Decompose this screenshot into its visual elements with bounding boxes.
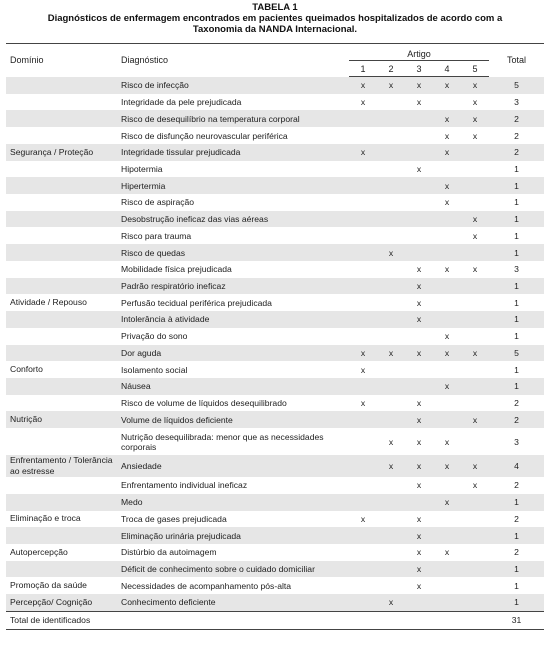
article-3-mark: [405, 194, 433, 211]
table-row: [6, 177, 544, 194]
article-4-mark: [433, 561, 461, 578]
row-total: 2: [489, 144, 544, 161]
article-2-mark: [377, 177, 405, 194]
article-4-mark: [433, 227, 461, 244]
table-row: [6, 511, 544, 528]
row-total: 1: [489, 244, 544, 261]
article-1-mark: x: [360, 398, 366, 409]
article-3-mark: x: [416, 297, 422, 308]
table-row: [6, 561, 544, 578]
article-5-mark: x: [472, 130, 478, 141]
article-5-mark: x: [461, 345, 489, 362]
row-total: 2: [489, 110, 544, 127]
article-1-mark: x: [360, 97, 366, 108]
table-title-line-1: Diagnósticos de enfermagem encontrados em pacientes queimados hospitalizados de acordo com a: [47, 13, 503, 24]
table-row: [6, 428, 544, 455]
article-4-mark: x: [433, 494, 461, 511]
table-row: [6, 227, 544, 244]
header-article-2: 2: [377, 61, 405, 77]
diagnosis-cell: Risco de quedas: [116, 244, 349, 261]
table-row: [6, 278, 544, 295]
domain-cell: [6, 77, 116, 94]
row-total: 1: [514, 580, 519, 591]
article-1-mark: [349, 211, 377, 228]
diagnosis-cell: Eliminação urinária prejudicada: [116, 527, 349, 544]
diagnosis-cell: Dor aguda: [116, 345, 349, 362]
article-5-mark: [461, 561, 489, 578]
article-1-mark: [349, 161, 377, 178]
article-4-mark: [433, 477, 461, 494]
header-artigo: Artigo: [349, 44, 489, 61]
domain-cell: [6, 494, 116, 511]
article-1-mark: [349, 328, 377, 345]
article-4-mark: [433, 311, 461, 328]
article-1-mark: [349, 278, 377, 295]
diagnosis-cell: Desobstrução ineficaz das vias aéreas: [116, 211, 349, 228]
total-row: [6, 611, 544, 629]
table-row: [6, 527, 544, 544]
article-3-mark: x: [405, 311, 433, 328]
row-total: 2: [514, 513, 519, 524]
article-4-mark: x: [444, 197, 450, 208]
article-4-mark: [433, 594, 461, 611]
article-5-mark: x: [461, 455, 489, 477]
diagnosis-cell: Risco de desequilíbrio na temperatura corporal: [116, 110, 349, 127]
article-5-mark: x: [461, 211, 489, 228]
article-3-mark: x: [416, 436, 422, 447]
article-2-mark: x: [377, 455, 405, 477]
table-body: [6, 77, 544, 612]
diagnosis-cell: Privação do sono: [121, 331, 188, 342]
article-4-mark: x: [433, 144, 461, 161]
article-3-mark: x: [416, 547, 422, 558]
row-total: 1: [489, 177, 544, 194]
article-1-mark: [349, 378, 377, 395]
article-5-mark: [461, 161, 489, 178]
article-3-mark: x: [416, 264, 422, 275]
domain-cell: [6, 244, 116, 261]
article-3-mark: [405, 361, 433, 378]
article-5-mark: [461, 511, 489, 528]
domain-cell: [6, 261, 116, 278]
domain-cell: [6, 177, 116, 194]
domain-cell: [6, 477, 116, 494]
article-1-mark: x: [349, 77, 377, 94]
article-3-mark: x: [405, 411, 433, 428]
article-3-mark: x: [405, 561, 433, 578]
row-total: 5: [489, 77, 544, 94]
article-3-mark: x: [416, 513, 422, 524]
article-1-mark: [349, 110, 377, 127]
row-total: 2: [489, 411, 544, 428]
article-3-mark: x: [416, 398, 422, 409]
article-2-mark: x: [377, 244, 405, 261]
table-row: [6, 77, 544, 94]
diagnosis-cell: Conhecimento deficiente: [116, 594, 349, 611]
table-row: [6, 110, 544, 127]
domain-cell: [6, 345, 116, 362]
header-total: Total: [489, 44, 544, 77]
row-total: 1: [489, 561, 544, 578]
article-3-mark: x: [416, 480, 422, 491]
article-4-mark: x: [444, 264, 450, 275]
article-5-mark: x: [472, 480, 478, 491]
article-1-mark: [349, 194, 377, 211]
diagnosis-cell: Hipertermia: [116, 177, 349, 194]
article-1-mark: [349, 561, 377, 578]
row-total: 1: [514, 230, 519, 241]
row-total: 1: [514, 297, 519, 308]
article-4-mark: [433, 161, 461, 178]
article-2-mark: [377, 144, 405, 161]
row-total: 3: [514, 97, 519, 108]
row-total: 1: [489, 278, 544, 295]
article-1-mark: [349, 127, 377, 144]
diagnosis-cell: Mobilidade física prejudicada: [121, 264, 232, 275]
article-3-mark: [405, 227, 433, 244]
article-4-mark: x: [444, 547, 450, 558]
article-3-mark: x: [416, 97, 422, 108]
domain-cell: [6, 395, 116, 412]
diagnosis-cell: Medo: [116, 494, 349, 511]
article-2-mark: [377, 361, 405, 378]
diagnosis-cell: Troca de gases prejudicada: [121, 513, 227, 524]
header-article-4: 4: [433, 61, 461, 77]
article-5-mark: [461, 361, 489, 378]
article-2-mark: [377, 110, 405, 127]
article-5-mark: [461, 527, 489, 544]
table-row: [6, 361, 544, 378]
article-2-mark: [377, 494, 405, 511]
article-1-mark: [349, 527, 377, 544]
article-3-mark: x: [405, 455, 433, 477]
article-1-mark: x: [360, 513, 366, 524]
row-total: 1: [489, 527, 544, 544]
row-total: 1: [489, 211, 544, 228]
article-5-mark: x: [461, 110, 489, 127]
domain-cell: [6, 194, 116, 211]
article-4-mark: x: [433, 455, 461, 477]
total-label: Total de identificados: [6, 611, 349, 629]
row-total: 2: [514, 398, 519, 409]
domain-cell: [6, 561, 116, 578]
table-row: [6, 211, 544, 228]
domain-cell: [6, 127, 116, 144]
article-5-mark: [461, 328, 489, 345]
row-total: 1: [514, 331, 519, 342]
diagnosis-cell: Distúrbio da autoimagem: [121, 547, 217, 558]
row-total: 1: [489, 494, 544, 511]
article-4-mark: [433, 361, 461, 378]
total-value: 31: [489, 611, 544, 629]
domain-cell: [6, 227, 116, 244]
article-1-mark: [349, 594, 377, 611]
article-2-mark: [377, 511, 405, 528]
domain-cell: [6, 378, 116, 395]
row-total: 4: [489, 455, 544, 477]
table-row: [6, 477, 544, 494]
table-row: [6, 261, 544, 278]
article-3-mark: x: [405, 527, 433, 544]
row-total: 1: [489, 311, 544, 328]
row-total: 2: [514, 480, 519, 491]
diagnosis-cell: Risco para trauma: [121, 230, 192, 241]
article-5-mark: [461, 144, 489, 161]
domain-cell: Enfrentamento / Tolerância ao estresse: [6, 455, 116, 477]
article-2-mark: [377, 527, 405, 544]
article-5-mark: [461, 594, 489, 611]
domain-cell: Percepção/ Cognição: [6, 594, 116, 611]
row-total: 2: [514, 130, 519, 141]
domain-cell: [6, 428, 116, 455]
article-2-mark: [377, 294, 405, 311]
article-4-mark: x: [444, 436, 450, 447]
article-2-mark: [377, 278, 405, 295]
table-row: [6, 328, 544, 345]
article-4-mark: [433, 527, 461, 544]
table-row: [6, 594, 544, 611]
article-4-mark: [433, 294, 461, 311]
table-row: [6, 494, 544, 511]
article-5-mark: x: [472, 230, 478, 241]
article-1-mark: [349, 227, 377, 244]
domain-cell: [6, 161, 116, 178]
article-5-mark: [461, 278, 489, 295]
article-1-mark: [349, 455, 377, 477]
diagnosis-cell: Risco de aspiração: [121, 197, 195, 208]
article-1-mark: [349, 311, 377, 328]
article-2-mark: [377, 328, 405, 345]
diagnosis-cell: Enfrentamento individual ineficaz: [121, 480, 248, 491]
diagnosis-cell: Intolerância à atividade: [116, 311, 349, 328]
table-row: [6, 544, 544, 561]
diagnosis-cell: Integridade da pele prejudicada: [121, 97, 242, 108]
article-2-mark: x: [388, 436, 394, 447]
article-2-mark: x: [377, 594, 405, 611]
article-4-mark: [433, 211, 461, 228]
header-dominio: Domínio: [6, 44, 116, 77]
domain-cell: [6, 211, 116, 228]
article-2-mark: [377, 395, 405, 412]
diagnosis-cell: Náusea: [116, 378, 349, 395]
table-title-line-2: Taxonomia da NANDA Internacional.: [192, 24, 358, 35]
article-2-mark: [377, 211, 405, 228]
diagnosis-cell: Hipotermia: [121, 163, 163, 174]
table-number: TABELA 1: [252, 2, 298, 13]
domain-cell: [6, 110, 116, 127]
article-3-mark: [405, 177, 433, 194]
article-2-mark: x: [377, 345, 405, 362]
row-total: 1: [514, 364, 519, 375]
article-2-mark: [377, 411, 405, 428]
row-total: 2: [514, 547, 519, 558]
table-row: [6, 311, 544, 328]
domain-cell: [6, 94, 116, 111]
article-4-mark: x: [433, 378, 461, 395]
diagnosis-cell: Padrão respiratório ineficaz: [116, 278, 349, 295]
article-4-mark: x: [444, 331, 450, 342]
header-article-1: 1: [349, 61, 377, 77]
row-total: 5: [489, 345, 544, 362]
diagnosis-cell: Volume de líquidos deficiente: [116, 411, 349, 428]
article-5-mark: x: [461, 411, 489, 428]
article-3-mark: [405, 144, 433, 161]
row-total: 1: [489, 378, 544, 395]
diagnosis-cell: Integridade tissular prejudicada: [116, 144, 349, 161]
diagnosis-cell: Isolamento social: [121, 364, 188, 375]
article-5-mark: [461, 177, 489, 194]
domain-cell: Segurança / Proteção: [6, 144, 116, 161]
domain-cell: [6, 328, 116, 345]
article-2-mark: [377, 94, 405, 111]
article-4-mark: x: [433, 77, 461, 94]
diagnosis-cell: Risco de disfunção neurovascular periférica: [121, 130, 288, 141]
article-1-mark: [349, 577, 377, 594]
diagnosis-cell: Risco de volume de líquidos desequilibrado: [121, 398, 287, 409]
diagnosis-cell: Ansiedade: [116, 455, 349, 477]
table-row: [6, 127, 544, 144]
article-5-mark: x: [472, 97, 478, 108]
domain-cell: Promoção da saúde: [10, 580, 87, 591]
article-1-mark: x: [360, 364, 366, 375]
article-2-mark: [377, 227, 405, 244]
row-total: 1: [514, 197, 519, 208]
article-5-mark: [461, 378, 489, 395]
article-5-mark: [461, 544, 489, 561]
article-4-mark: x: [444, 130, 450, 141]
table-row: [6, 378, 544, 395]
article-1-mark: [349, 177, 377, 194]
table-row: [6, 144, 544, 161]
article-5-mark: x: [461, 77, 489, 94]
article-3-mark: [405, 328, 433, 345]
article-1-mark: [349, 494, 377, 511]
header-article-5: 5: [461, 61, 489, 77]
article-1-mark: [349, 294, 377, 311]
article-1-mark: [349, 477, 377, 494]
article-2-mark: [377, 378, 405, 395]
article-4-mark: [433, 278, 461, 295]
article-2-mark: [377, 311, 405, 328]
domain-cell: Autopercepção: [10, 546, 68, 557]
domain-cell: Eliminação e troca: [10, 513, 81, 524]
article-4-mark: x: [433, 177, 461, 194]
article-4-mark: x: [433, 345, 461, 362]
domain-cell: Nutrição: [6, 411, 116, 428]
article-1-mark: x: [349, 345, 377, 362]
article-2-mark: [377, 544, 405, 561]
article-1-mark: [349, 244, 377, 261]
article-3-mark: x: [405, 345, 433, 362]
article-4-mark: [433, 94, 461, 111]
article-2-mark: [377, 194, 405, 211]
diagnosis-cell: Necessidades de acompanhamento pós-alta: [121, 580, 292, 591]
article-4-mark: x: [433, 110, 461, 127]
article-5-mark: [461, 428, 489, 455]
article-5-mark: [461, 494, 489, 511]
article-2-mark: [377, 261, 405, 278]
article-1-mark: [349, 428, 377, 455]
table-row: [6, 345, 544, 362]
article-3-mark: x: [405, 77, 433, 94]
article-2-mark: x: [377, 77, 405, 94]
article-5-mark: [461, 194, 489, 211]
domain-cell: [6, 527, 116, 544]
article-1-mark: [349, 544, 377, 561]
article-3-mark: [405, 494, 433, 511]
article-4-mark: [433, 577, 461, 594]
header-diagnostico: Diagnóstico: [116, 44, 349, 77]
article-1-mark: [349, 261, 377, 278]
header-article-3: 3: [405, 61, 433, 77]
article-5-mark: x: [472, 264, 478, 275]
row-total: 3: [514, 264, 519, 275]
domain-cell: Atividade / Repouso: [10, 297, 87, 308]
row-total: 3: [514, 436, 519, 447]
article-4-mark: [433, 244, 461, 261]
table-caption: [0, 0, 550, 35]
article-3-mark: [405, 244, 433, 261]
table-row: [6, 455, 544, 477]
table-row: [6, 161, 544, 178]
article-5-mark: [461, 577, 489, 594]
article-2-mark: [377, 127, 405, 144]
diagnosis-cell: Déficit de conhecimento sobre o cuidado domiciliar: [116, 561, 349, 578]
article-4-mark: [433, 411, 461, 428]
diagnoses-table: [6, 43, 544, 630]
table-row: [6, 244, 544, 261]
article-3-mark: [405, 110, 433, 127]
article-4-mark: [433, 395, 461, 412]
article-2-mark: [377, 477, 405, 494]
diagnosis-cell: Risco de infecção: [116, 77, 349, 94]
article-2-mark: [377, 161, 405, 178]
domain-cell: [6, 278, 116, 295]
article-5-mark: [461, 311, 489, 328]
domain-cell: Conforto: [10, 364, 43, 375]
article-1-mark: [349, 411, 377, 428]
domain-cell: [6, 311, 116, 328]
diagnosis-cell: Perfusão tecidual periférica prejudicada: [121, 297, 272, 308]
article-3-mark: [405, 127, 433, 144]
article-2-mark: [377, 561, 405, 578]
article-5-mark: [461, 244, 489, 261]
article-3-mark: x: [416, 163, 422, 174]
article-5-mark: [461, 395, 489, 412]
article-3-mark: [405, 594, 433, 611]
article-4-mark: [433, 511, 461, 528]
diagnosis-cell: Nutrição desequilibrada: menor que as necessidades corporais: [121, 431, 324, 452]
table-row: [6, 294, 544, 311]
article-3-mark: [405, 378, 433, 395]
article-1-mark: x: [349, 144, 377, 161]
article-2-mark: [377, 577, 405, 594]
article-3-mark: x: [416, 580, 422, 591]
table-row: [6, 395, 544, 412]
table-row: [6, 94, 544, 111]
table-row: [6, 577, 544, 594]
table-row: [6, 194, 544, 211]
article-3-mark: [405, 211, 433, 228]
row-total: 1: [489, 594, 544, 611]
article-3-mark: x: [405, 278, 433, 295]
table-row: [6, 411, 544, 428]
row-total: 1: [514, 163, 519, 174]
article-5-mark: [461, 294, 489, 311]
